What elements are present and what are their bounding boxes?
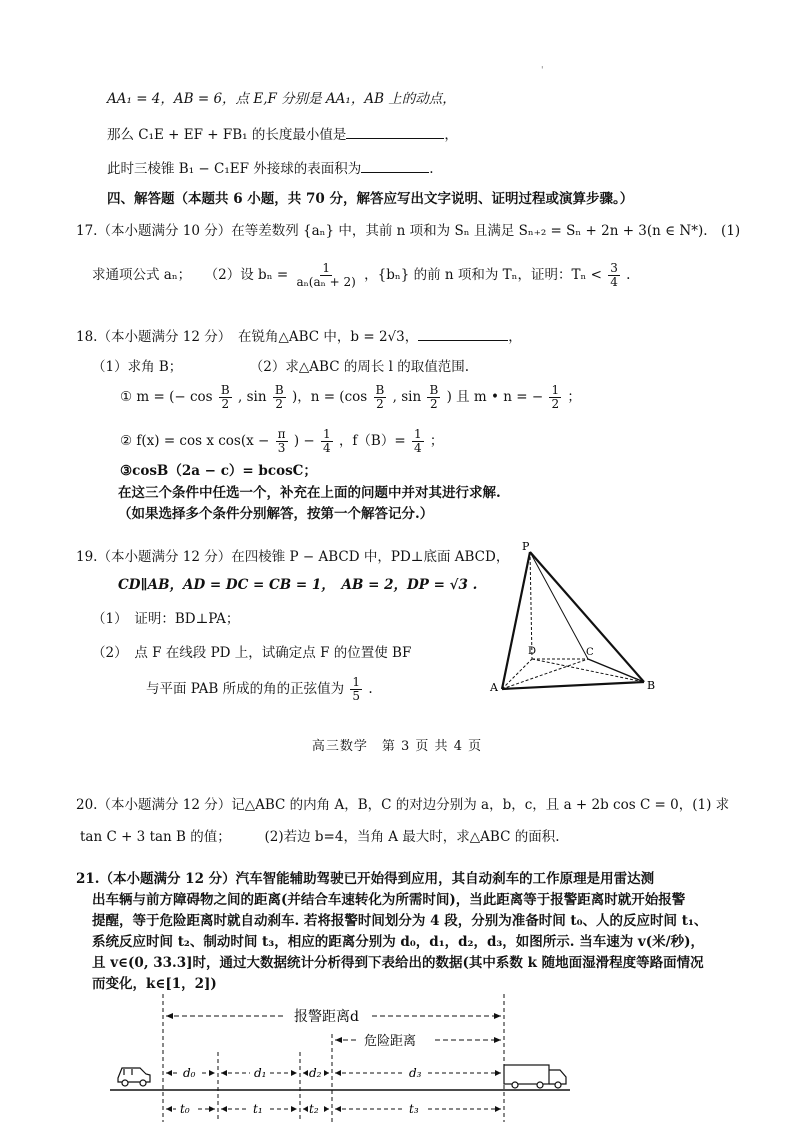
q20-line1: 20.（本小题满分 12 分）记△ABC 的内角 A，B，C 的对边分别为 a，b，c，且 a + 2b cos C = 0，(1) 求 bbox=[76, 797, 730, 813]
q21-line-5: 且 v∈(0, 33.3]时，通过大数据统计分析得到下表给出的数据(其中系数 k 随地面湿滑程度等路面情况 bbox=[92, 955, 704, 971]
q16-line3-text: 此时三棱锥 B₁ − C₁EF 外接球的表面积为 bbox=[107, 161, 362, 177]
cond2-frac1-den: 4 bbox=[323, 441, 331, 455]
cond1-frac2-num: B bbox=[274, 383, 284, 397]
cond1-d: , sin bbox=[392, 389, 422, 405]
q18-line1-text: 18.（本小题满分 12 分） 在锐角△ABC 中，b = 2√3， bbox=[76, 329, 419, 345]
q16-line3-suffix: . bbox=[429, 161, 434, 177]
cond1-frac-4 bbox=[427, 384, 440, 411]
cond2-c: ，f（B）= bbox=[338, 433, 406, 449]
cond2-b: ) − bbox=[293, 433, 315, 449]
edge-PC bbox=[530, 552, 588, 659]
car-icon bbox=[118, 1068, 150, 1086]
cond1-frac-1 bbox=[219, 384, 232, 411]
cond1-f: ； bbox=[567, 389, 581, 405]
top-mark: ' bbox=[541, 66, 544, 76]
q20-line2: tan C + 3 tan B 的值； (2)若边 b=4，当角 A 最大时，求△ABC 的面积. bbox=[80, 829, 560, 845]
pyramid-figure bbox=[488, 538, 668, 698]
q17-line2 bbox=[92, 262, 630, 289]
cond1-frac-2 bbox=[273, 384, 286, 411]
q16-line3 bbox=[107, 158, 434, 178]
cond1-frac-5 bbox=[549, 384, 561, 411]
q17-text-a: 求通项公式 aₙ； （2）设 bₙ = bbox=[92, 267, 289, 283]
label-d3: d₃ bbox=[409, 1066, 422, 1080]
cond1-e: ) 且 m • n = − bbox=[446, 389, 544, 405]
q18-line2: （1）求角 B； （2）求△ABC 的周长 l 的取值范围. bbox=[92, 359, 470, 375]
q19-line5-end: . bbox=[368, 681, 373, 697]
label-danger-distance: 危险距离 bbox=[364, 1034, 417, 1049]
cond1-frac3-den: 2 bbox=[376, 397, 384, 411]
q17-fraction-b bbox=[294, 262, 357, 289]
q16-line2-text: 那么 C₁E + EF + FB₁ 的长度最小值是 bbox=[107, 127, 347, 143]
q16-line1: AA₁ = 4，AB = 6，点 E,F 分别是 AA₁，AB 上的动点， bbox=[107, 91, 456, 107]
q19-line5-text: 与平面 PAB 所成的角的正弦值为 bbox=[146, 681, 345, 697]
label-d2: d₂ bbox=[309, 1066, 322, 1080]
q17-frac2-den: 4 bbox=[610, 275, 618, 289]
q21-line-4: 系统反应时间 t₂、制动时间 t₃，相应的距离分别为 d₀，d₁，d₂，d₃，如图所示. 当车速为 v(米/秒)， bbox=[92, 934, 704, 950]
q18-condition-1 bbox=[120, 384, 581, 411]
q17-line1: 17.（本小题满分 10 分）在等差数列 {aₙ} 中，其前 n 项和为 Sₙ 且满足 Sₙ₊₂ = Sₙ + 2n + 3(n ∈ N*). (1) bbox=[76, 223, 741, 239]
label-d1: d₁ bbox=[254, 1066, 267, 1080]
braking-distance-diagram bbox=[110, 992, 580, 1122]
cond1-b: , sin bbox=[238, 389, 267, 405]
q19-line4: （2） 点 F 在线段 PD 上，试确定点 F 的位置使 BF bbox=[92, 645, 412, 661]
q21-line-2: 出车辆与前方障碍物之间的距离(并结合车速转化为所需时间)，当此距离等于报警距离时就开始报警 bbox=[92, 892, 686, 908]
q18-line1-suffix: ， bbox=[508, 329, 522, 345]
label-C: C bbox=[586, 647, 594, 658]
cond2-frac2-num: 1 bbox=[413, 427, 422, 441]
cond1-frac2-den: 2 bbox=[275, 397, 284, 411]
label-P: P bbox=[522, 540, 530, 553]
q16-answer-blank-2 bbox=[361, 158, 429, 173]
cond1-frac5-num: 1 bbox=[551, 383, 560, 397]
cond1-frac1-num: B bbox=[220, 383, 230, 397]
q16-answer-blank-1 bbox=[346, 124, 444, 139]
q19-frac-num: 1 bbox=[352, 675, 361, 689]
q21-line-6: 而变化，k∈[1，2]) bbox=[92, 976, 217, 992]
q17-frac-den: aₙ(aₙ + 2) bbox=[296, 275, 356, 289]
label-t3: t₃ bbox=[409, 1102, 419, 1116]
label-alarm-distance: 报警距离d bbox=[294, 1009, 359, 1025]
label-t1: t₁ bbox=[253, 1102, 263, 1116]
q18-condition-blank bbox=[418, 326, 508, 341]
edge-AB bbox=[502, 682, 644, 689]
cond2-frac-quarter-2 bbox=[412, 428, 424, 455]
cond1-frac1-den: 2 bbox=[221, 397, 230, 411]
q16-line2 bbox=[107, 124, 458, 144]
q18-line1 bbox=[76, 326, 522, 346]
edge-PA bbox=[502, 552, 530, 689]
cond2-frac1-num: 1 bbox=[323, 427, 331, 441]
label-t0: t₀ bbox=[180, 1102, 190, 1116]
section-heading: 四、解答题（本题共 6 小题，共 70 分，解答应写出文字说明、证明过程或演算步骤。） bbox=[107, 191, 634, 207]
cond2-pi: π bbox=[277, 427, 286, 441]
q17-frac-num: 1 bbox=[322, 261, 330, 275]
cond1-a: ① m = (− cos bbox=[120, 389, 213, 405]
q17-frac2-num: 3 bbox=[610, 261, 618, 275]
cond2-a: ② f(x) = cos x cos(x − bbox=[120, 433, 270, 449]
edge-PD bbox=[530, 552, 532, 659]
label-D: D bbox=[528, 646, 537, 657]
cond1-c: )，n = (cos bbox=[291, 389, 368, 405]
q17-text-b: ，{bₙ} 的前 n 项和为 Tₙ，证明：Tₙ < bbox=[364, 267, 602, 283]
cond2-frac-quarter bbox=[321, 428, 333, 455]
q19-line3: （1） 证明：BD⊥PA； bbox=[92, 611, 240, 627]
cond1-frac3-num: B bbox=[375, 383, 385, 397]
cond1-frac4-num: B bbox=[429, 383, 439, 397]
edge-BC bbox=[588, 659, 644, 682]
q18-choose-line: 在这三个条件中任选一个，补充在上面的问题中并对其进行求解. bbox=[118, 485, 501, 501]
cond1-frac-3 bbox=[374, 384, 387, 411]
q17-fraction-bound bbox=[608, 262, 620, 289]
truck-icon bbox=[504, 1065, 566, 1088]
label-d0: d₀ bbox=[183, 1066, 196, 1080]
cond2-frac-pi bbox=[276, 428, 288, 455]
q18-condition-2 bbox=[120, 428, 443, 455]
label-A: A bbox=[490, 681, 498, 694]
q21-line-3: 提醒，等于危险距离时就自动刹车. 若将报警时间划分为 4 段，分别为准备时间 t₀、人的反应时间 t₁、 bbox=[92, 913, 708, 929]
q18-condition-3: ③cosB（2a − c）= bcosC； bbox=[120, 463, 317, 479]
q19-line5 bbox=[146, 676, 373, 703]
q16-line2-suffix: ， bbox=[444, 127, 458, 143]
cond1-frac4-den: 2 bbox=[430, 397, 438, 411]
q19-fraction bbox=[350, 676, 362, 703]
q21-line-1: 21.（本小题满分 12 分）汽车智能辅助驾驶已开始得到应用，其自动刹车的工作原理是用雷达测 bbox=[76, 871, 655, 887]
q19-line2: CD∥AB，AD = DC = CB = 1， AB = 2，DP = √3 . bbox=[118, 577, 478, 593]
cond2-d: ； bbox=[429, 433, 444, 449]
page-footer: 高三数学 第 3 页 共 4 页 bbox=[311, 739, 483, 754]
cond2-three: 3 bbox=[277, 441, 286, 455]
q17-text-c: . bbox=[626, 267, 631, 283]
cond2-frac2-den: 4 bbox=[413, 441, 422, 455]
cond1-frac5-den: 2 bbox=[551, 397, 560, 411]
label-t2: t₂ bbox=[309, 1102, 319, 1116]
q19-frac-den: 5 bbox=[352, 689, 361, 703]
label-B: B bbox=[647, 679, 656, 692]
q18-note-line: （如果选择多个条件分别解答，按第一个解答记分.） bbox=[118, 506, 434, 522]
q19-line1: 19.（本小题满分 12 分）在四棱锥 P − ABCD 中，PD⊥底面 ABCD， bbox=[76, 549, 510, 565]
